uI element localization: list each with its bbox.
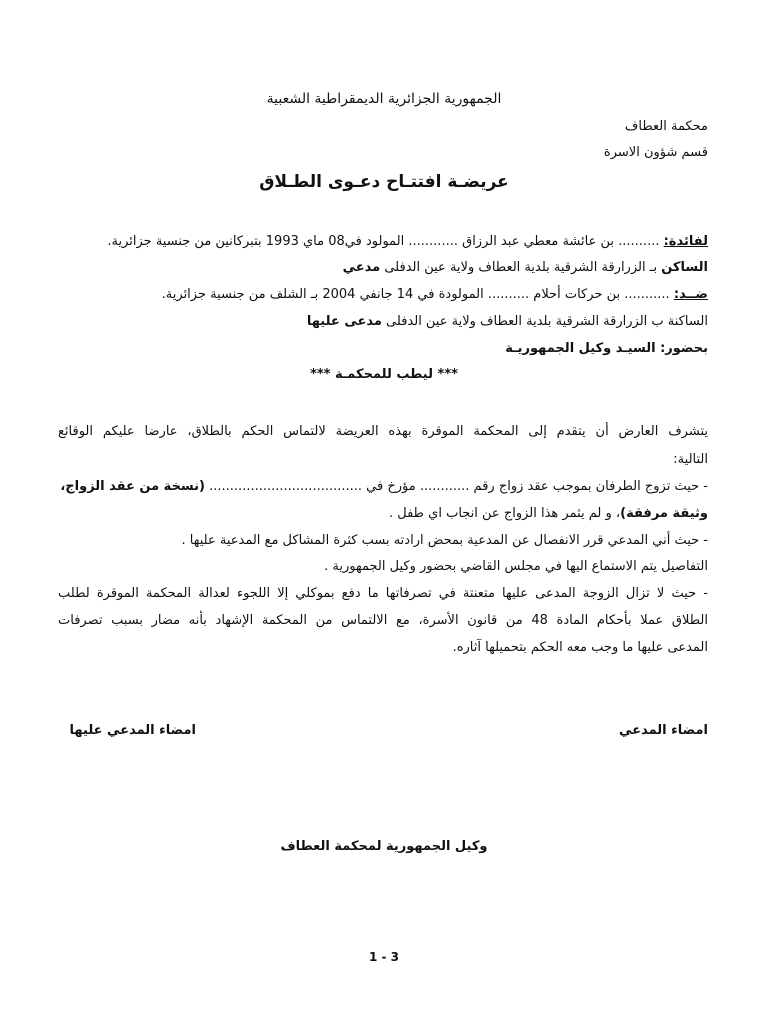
plaintiff-label: لفائدة: xyxy=(663,234,708,249)
intro-line-1: يتشرف العارض أن يتقدم إلى المحكمة الموقرة بهذه العريضة لالتماس الحكم بالطلاق، عارضا عليكم الوقائع xyxy=(58,424,708,439)
document-title: عريضـة افتتـاح دعـوى الطـلاق xyxy=(259,172,509,192)
court-name: محكمة العطاف xyxy=(624,119,708,134)
defendant-label: ضــد: xyxy=(673,287,708,302)
fact-1a-text: - حيث تزوج الطرفان بموجب عقد زواج رقم ............ مؤرخ في ..................................... xyxy=(205,479,708,494)
plaintiff-line xyxy=(58,233,708,251)
plaintiff-residence-line xyxy=(58,259,708,277)
republic-header: الجمهورية الجزائرية الديمقراطية الشعبية xyxy=(266,91,502,107)
fact-4-line-c: المدعى عليها ما وجب معه الحكم بتحميلها آثاره. xyxy=(452,640,708,655)
fact-1b-text: ، و لم يثمر هذا الزواج عن انجاب اي طفل . xyxy=(389,506,621,521)
intro-line-2: التالية: xyxy=(673,452,708,467)
prosecutor-label: وكيل الجمهورية لمحكمة العطاف xyxy=(280,839,488,854)
plaintiff-role: مدعي xyxy=(342,260,381,275)
fact-2-line: - حيث أني المدعي قرر الانفصال عن المدعية بمحض ارادته بسب كثرة المشاكل مع المدعية عليها . xyxy=(181,533,708,548)
fact-3-line: التفاصيل يتم الاستماع اليها في مجلس القاضي بحضور وكيل الجمهورية . xyxy=(324,559,708,574)
defendant-line xyxy=(58,286,708,304)
request-line: *** ليطب للمحكمـة *** xyxy=(310,367,458,382)
defendant-text: ........... بن حركات أحلام .......... المولودة في 14 جانفي 2004 بـ الشلف من جنسية جزائرية. xyxy=(161,287,674,302)
defendant-signature-label: امضاء المدعي عليها xyxy=(69,723,196,738)
fact-1b-bold: وثيقة مرفقة) xyxy=(620,506,708,521)
defendant-residence-text: الساكنة ب الزرارقة الشرقية بلدية العطاف ولاية عين الدفلى xyxy=(381,314,708,329)
fact-4-line-a: - حيث لا تزال الزوجة المدعى عليها متعنتة في تصرفاتها ما دفع بموكلي إلا اللجوء لعدالة المحكمة الموقرة لطلب xyxy=(58,586,708,601)
plaintiff-signature-label: امضاء المدعي xyxy=(619,723,708,738)
plaintiff-text: .......... بن عائشة معطي عبد الرزاق ............ المولود في08 ماي 1993 بتبركانين من جنسية جزائرية. xyxy=(107,234,664,249)
defendant-residence-line xyxy=(58,313,708,331)
plaintiff-residence-text: بـ الزرارقة الشرقية بلدية العطاف ولاية عين الدفلى xyxy=(380,260,662,275)
section-name: قسم شؤون الاسرة xyxy=(603,145,708,160)
page-number: 1 - 3 xyxy=(368,950,400,964)
plaintiff-residence-label: الساكن xyxy=(661,260,708,275)
fact-1a-bold: (نسخة من عقد الزواج، xyxy=(60,479,205,494)
defendant-role: مدعى عليها xyxy=(306,314,382,329)
fact-1-line-b xyxy=(58,505,708,523)
presence-line: بحضور: السيـد وكيل الجمهوريـة xyxy=(505,341,708,356)
fact-4-line-b: الطلاق عملا بأحكام المادة 48 من قانون الأسرة، مع الالتماس من المحكمة الإشهاد بأنه مضار بسبب تصرفات xyxy=(58,613,708,628)
fact-1-line-a xyxy=(58,478,708,496)
